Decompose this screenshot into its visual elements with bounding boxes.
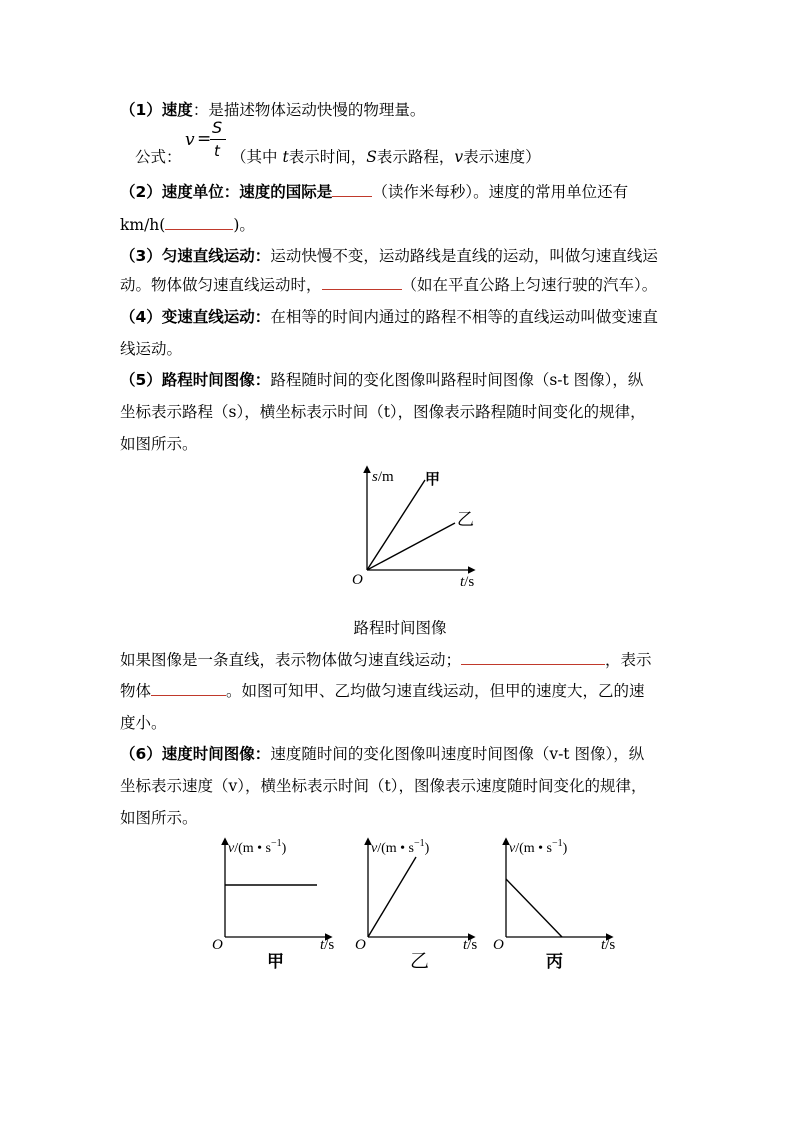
straight-line-blank[interactable] — [461, 650, 605, 665]
section-5-text-2: 坐标表示路程（s），横坐标表示时间（t），图像表示路程随时间变化的规律， — [120, 403, 646, 421]
vt-jia-xlabel: t/s — [320, 937, 335, 953]
formula-denominator: t — [214, 142, 220, 160]
vt-yi-ylabel: v/(m • $s^{-1}$) — [371, 838, 430, 856]
vt-bing-line — [506, 879, 562, 937]
section-5-number: （5） — [120, 371, 162, 389]
st-ylabel: s/m — [372, 469, 394, 485]
section-1-term: 速度 — [161, 101, 193, 119]
st-line-yi — [367, 523, 455, 570]
section-4-term: 变速直线运动： — [161, 308, 271, 326]
after-graph-text-3: 度小。 — [120, 714, 167, 732]
section-3-text-2-pre: 动。物体做匀速直线运动时， — [120, 276, 322, 294]
formula-numerator: S — [212, 118, 223, 137]
section-6-line-3 — [120, 808, 198, 828]
after-graph-text-1-pre: 如果图像是一条直线，表示物体做匀速直线运动； — [120, 651, 462, 669]
after-graph-line-1 — [120, 650, 652, 670]
formula-note — [231, 145, 541, 167]
formula-note-s: S — [366, 148, 377, 166]
vt-yi-origin: O — [355, 937, 366, 953]
formula-note-v: v — [454, 148, 464, 166]
section-6-text-3: 如图所示。 — [120, 809, 198, 827]
after-graph-line-2 — [120, 681, 645, 701]
after-graph-line-3 — [120, 713, 167, 733]
section-3-number: （3） — [120, 247, 162, 265]
formula-note-b: 表示时间， — [288, 148, 367, 166]
section-2-line2-post: )。 — [233, 216, 255, 234]
st-graph-caption: 路程时间图像 — [353, 619, 447, 637]
section-3-term: 匀速直线运动： — [161, 247, 271, 265]
vt-yi-label: 乙 — [410, 951, 430, 972]
vt-graph-yi — [348, 832, 488, 972]
formula-row — [135, 118, 735, 168]
section-5-line-1 — [120, 370, 643, 390]
section-2-number: （2） — [120, 183, 162, 201]
vt-bing-xlabel: t/s — [601, 937, 616, 953]
section-6-text-2: 坐标表示速度（v），横坐标表示时间（t），图像表示速度随时间变化的规律， — [120, 777, 647, 795]
vt-jia-ylabel: v/(m • $s^{-1}$) — [228, 838, 287, 856]
st-graph — [345, 460, 495, 590]
section-5-line-3 — [120, 434, 198, 454]
section-5-text-3: 如图所示。 — [120, 435, 198, 453]
vt-jia-origin: O — [212, 937, 223, 953]
section-6-number: （6） — [120, 745, 162, 763]
object-state-blank[interactable] — [151, 681, 226, 696]
section-2-term: 速度单位：速度的国际是 — [161, 183, 333, 201]
kmh-unit-blank[interactable] — [165, 215, 233, 230]
st-origin: O — [352, 572, 363, 588]
after-graph-text-1-post: ，表示 — [605, 651, 652, 669]
section-3-line-1 — [120, 246, 658, 266]
section-2-after-blank: （读作米每秒）。速度的常用单位还有 — [372, 183, 629, 201]
section-4-line-2 — [120, 339, 182, 359]
section-4-text-2: 线运动。 — [120, 340, 183, 358]
after-graph-text-2-post: 。如图可知甲、乙均做匀速直线运动，但甲的速度大，乙的速 — [226, 682, 645, 700]
formula-note-c: 表示路程， — [376, 148, 455, 166]
section-4-number: （4） — [120, 308, 162, 326]
section-3-line-2 — [120, 275, 657, 295]
section-1-text: 是描述物体运动快慢的物理量。 — [208, 101, 426, 119]
formula-v: v — [185, 130, 195, 150]
vt-bing-label: 丙 — [546, 952, 563, 971]
st-xlabel: t/s — [460, 574, 475, 590]
formula-note-d: 表示速度） — [463, 148, 541, 166]
vt-graph-jia — [205, 832, 345, 972]
section-6-line-1 — [120, 744, 644, 764]
formula-fraction-bar — [210, 139, 226, 140]
formula-note-a: （其中 — [231, 148, 278, 166]
vt-yi-xlabel: t/s — [463, 937, 478, 953]
section-6-line-2 — [120, 776, 647, 796]
vt-graph-bing — [486, 832, 626, 972]
si-unit-blank[interactable] — [332, 182, 372, 197]
section-5-term: 路程时间图像： — [161, 371, 271, 389]
section-4-text-1: 在相等的时间内通过的路程不相等的直线运动叫做变速直 — [270, 308, 658, 326]
section-2-line2-pre: km/h( — [120, 216, 166, 234]
section-4-line-1 — [120, 307, 658, 327]
vt-bing-ylabel: v/(m • $s^{-1}$) — [509, 838, 568, 856]
section-1-line — [120, 100, 425, 120]
st-label-jia: 甲 — [425, 472, 441, 488]
formula-equals: = — [197, 129, 212, 149]
section-2-line-2 — [120, 215, 255, 235]
section-3-text-1: 运动快慢不变，运动路线是直线的运动，叫做匀速直线运 — [270, 247, 658, 265]
section-1-number: （1） — [120, 101, 162, 119]
section-1-colon: ： — [192, 101, 209, 119]
formula-note-t: t — [282, 148, 289, 166]
st-line-jia — [367, 480, 425, 570]
section-5-line-2 — [120, 402, 646, 422]
section-3-text-2-post: （如在平直公路上匀速行驶的汽车）。 — [401, 276, 658, 294]
uniform-motion-blank[interactable] — [322, 275, 402, 290]
vt-yi-line — [368, 857, 416, 937]
vt-bing-origin: O — [493, 937, 504, 953]
section-6-term: 速度时间图像： — [161, 745, 271, 763]
section-5-text-1: 路程随时间的变化图像叫路程时间图像（s-t 图像），纵 — [270, 371, 644, 389]
section-2-line-1 — [120, 182, 628, 202]
after-graph-text-2-pre: 物体 — [120, 682, 152, 700]
vt-jia-label: 甲 — [267, 952, 284, 971]
formula-label: 公式： — [135, 148, 182, 166]
section-6-text-1: 速度随时间的变化图像叫速度时间图像（v-t 图像），纵 — [270, 745, 645, 763]
st-label-yi: 乙 — [457, 510, 474, 529]
